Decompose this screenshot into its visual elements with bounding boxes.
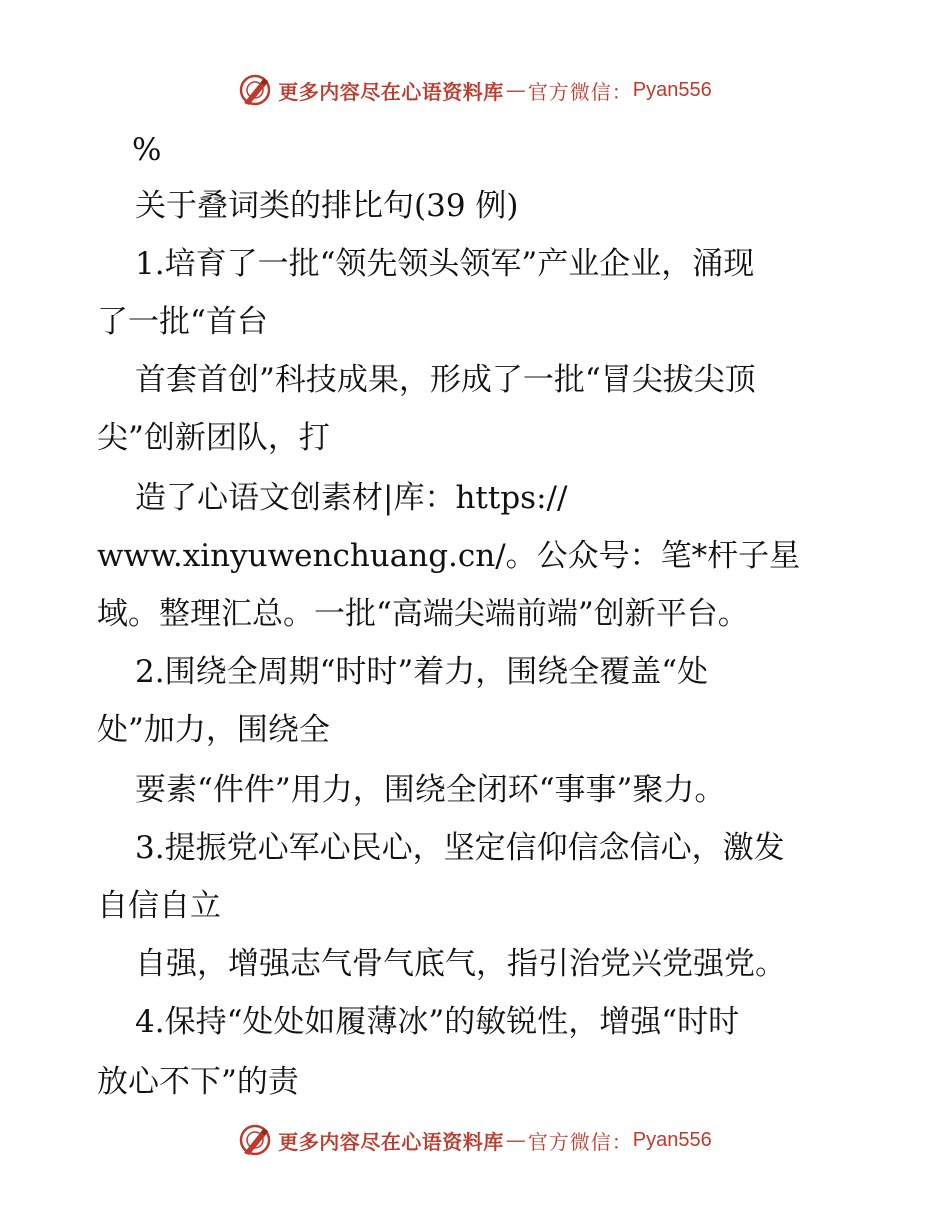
footer-separator: — [505, 1128, 526, 1152]
header-site-text: 更多内容尽在心语资料库 [278, 79, 504, 104]
footer-wechat-label: 官方微信： [527, 1129, 633, 1154]
text-line: 2.围绕全周期“时时”着力，围绕全覆盖“处 [135, 654, 709, 690]
text-line: 自信自立 [97, 888, 221, 924]
text-line: 1.培育了一批“领先领头领军”产业企业，涌现 [135, 246, 755, 282]
pen-logo-icon [238, 1123, 272, 1157]
pen-logo-icon [238, 73, 272, 107]
header-banner [0, 70, 950, 110]
text-line: 3.提振党心军心民心，坚定信仰信念信心，激发 [135, 830, 785, 866]
heading-line: 关于叠词类的排比句(39 例) [135, 188, 519, 224]
text-line: 要素“件件”用力，围绕全闭环“事事”聚力。 [135, 772, 726, 808]
header-separator: — [505, 78, 526, 102]
text-line: % [132, 132, 162, 168]
footer-banner [0, 1120, 950, 1160]
text-line: 域。整理汇总。一批“高端尖端前端”创新平台。 [97, 596, 749, 632]
text-line: 放心不下”的责 [97, 1064, 299, 1100]
text-line: 4.保持“处处如履薄冰”的敏锐性，增强“时时 [135, 1004, 740, 1040]
text-line: 造了心语文创素材|库：https:// [135, 480, 568, 516]
text-line: 尖”创新团队，打 [97, 420, 330, 456]
text-line: 自强，增强志气骨气底气，指引治党兴党强党。 [135, 946, 786, 982]
footer-site-text: 更多内容尽在心语资料库 [278, 1129, 504, 1154]
text-line: 处”加力，围绕全 [97, 712, 330, 748]
footer-wechat-id: Pyan556 [632, 1128, 712, 1151]
text-line: www.xinyuwenchuang.cn/。公众号：笔*杆子星 [97, 538, 801, 574]
header-wechat-id: Pyan556 [632, 78, 712, 101]
text-line: 首套首创”科技成果，形成了一批“冒尖拔尖顶 [135, 362, 756, 398]
header-wechat-label: 官方微信： [527, 79, 633, 104]
text-line: 了一批“首台 [97, 304, 268, 340]
